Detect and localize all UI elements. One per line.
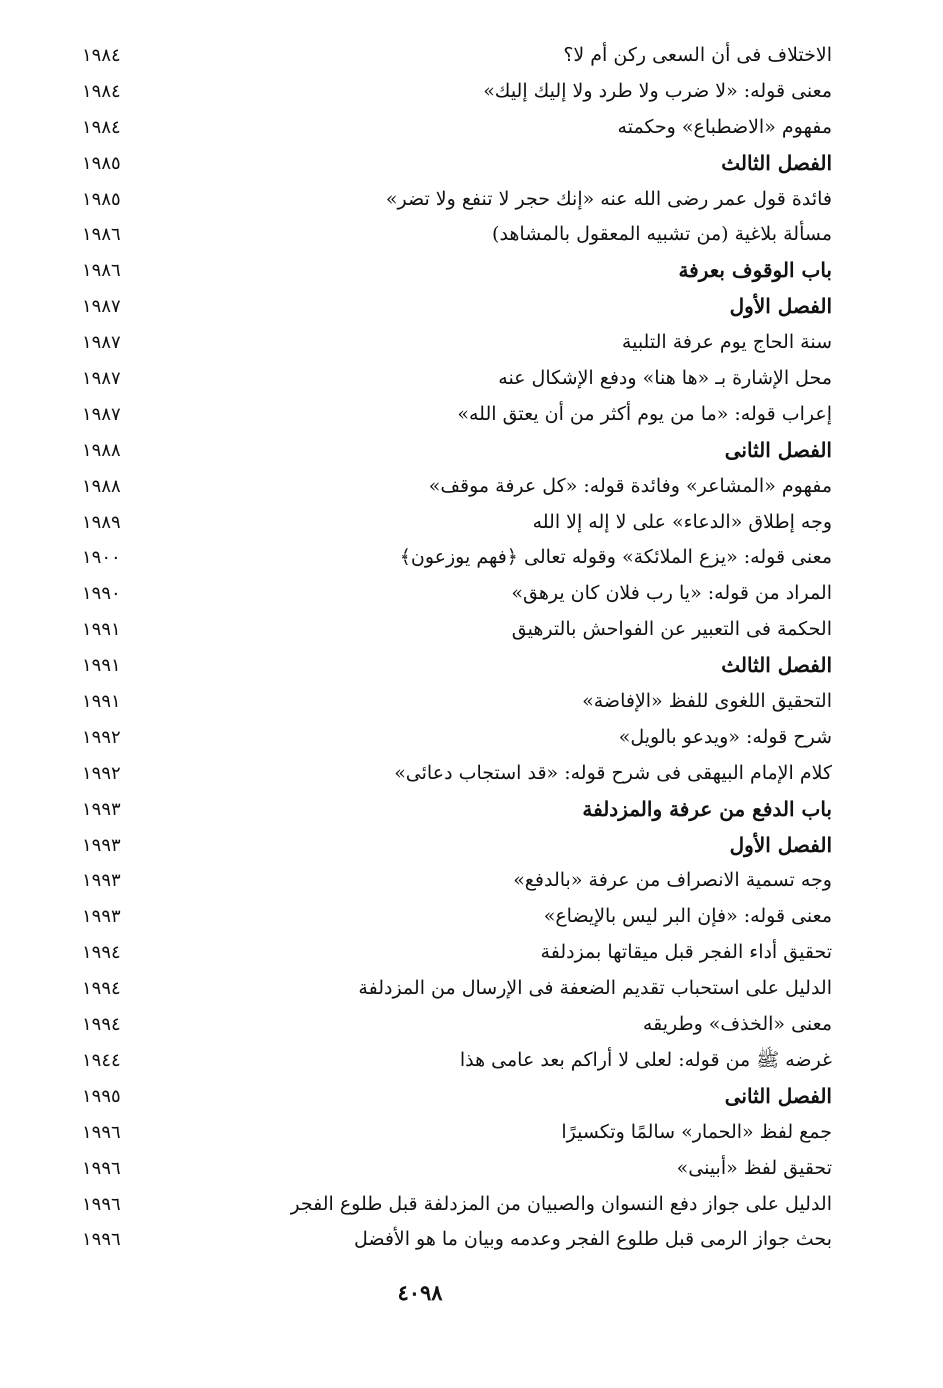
toc-entry-title: مفهوم «الاضطباع» وحكمته <box>617 115 832 138</box>
toc-entry-page-number: ١٩٠٠ <box>82 547 121 569</box>
toc-entry-row <box>82 217 832 253</box>
toc-entry-page-number: ١٩٩٠ <box>82 583 121 605</box>
toc-heading-row <box>82 792 832 828</box>
toc-entry-row <box>82 935 832 971</box>
page-number: ٤٠٩٨ <box>397 1280 443 1305</box>
toc-entry-page-number: ١٩٨٧ <box>82 403 121 425</box>
toc-entry-title: سنة الحاج يوم عرفة التلبية <box>621 331 832 354</box>
toc-entry-page-number: ١٩٩٦ <box>82 1157 121 1179</box>
toc-entry-title: التحقيق اللغوى للفظ «الإفاضة» <box>582 690 832 713</box>
toc-entry-title: معنى «الخذف» وطريقه <box>642 1013 832 1036</box>
toc-entry-page-number: ١٩٩٤ <box>82 1014 121 1036</box>
toc-entry-row <box>82 1151 832 1187</box>
toc-entry-title: الدليل على جواز دفع النسوان والصبيان من المزدلفة قبل طلوع الفجر <box>290 1192 832 1215</box>
toc-entry-title: معنى قوله: «فإن البر ليس بالإيضاع» <box>543 905 832 928</box>
toc-entry-page-number: ١٩٨٥ <box>82 188 121 210</box>
toc-entry-title: الفصل الأول <box>729 832 832 857</box>
toc-entry-title: تحقيق أداء الفجر قبل ميقاتها بمزدلفة <box>540 941 832 964</box>
toc-entry-title: بحث جواز الرمى قبل طلوع الفجر وعدمه وبيان ما هو الأفضل <box>353 1228 832 1251</box>
toc-heading-row <box>82 828 832 864</box>
toc-entry-page-number: ١٩٨٥ <box>82 152 121 174</box>
toc-entry-row <box>82 469 832 505</box>
toc-entry-title: جمع لفظ «الحمار» سالمًا وتكسيرًا <box>561 1120 832 1143</box>
toc-entry-title: باب الوقوف بعرفة <box>678 258 832 283</box>
toc-entry-row <box>82 1222 832 1258</box>
toc-entry-row <box>82 576 832 612</box>
toc-entry-row <box>82 74 832 110</box>
toc-entry-title: الفصل الثانى <box>724 437 832 462</box>
table-of-contents <box>82 38 832 1258</box>
toc-entry-row <box>82 612 832 648</box>
toc-entry-page-number: ١٩٩٦ <box>82 1193 121 1215</box>
toc-entry-page-number: ١٩٩٤ <box>82 978 121 1000</box>
toc-entry-page-number: ١٩٨٩ <box>82 511 121 533</box>
toc-entry-page-number: ١٩٨٧ <box>82 332 121 354</box>
toc-entry-page-number: ١٩٨٧ <box>82 368 121 390</box>
toc-entry-title: معنى قوله: «لا ضرب ولا طرد ولا إليك إليك» <box>483 79 832 102</box>
toc-entry-title: شرح قوله: «ويدعو بالويل» <box>618 725 832 748</box>
toc-entry-row <box>82 863 832 899</box>
toc-heading-row <box>82 146 832 182</box>
toc-entry-title: فائدة قول عمر رضى الله عنه «إنك حجر لا تنفع ولا تضر» <box>385 187 832 210</box>
toc-entry-row <box>82 971 832 1007</box>
toc-entry-title: المراد من قوله: «يا رب فلان كان يرهق» <box>511 582 832 605</box>
toc-entry-title: كلام الإمام البيهقى فى شرح قوله: «قد استجاب دعائى» <box>394 761 832 784</box>
toc-entry-row <box>82 540 832 576</box>
toc-entry-page-number: ١٩٩٢ <box>82 726 121 748</box>
toc-entry-title: باب الدفع من عرفة والمزدلفة <box>582 796 832 821</box>
toc-entry-page-number: ١٩٨٤ <box>82 45 121 66</box>
toc-entry-row <box>82 361 832 397</box>
toc-entry-title: محل الإشارة بـ «ها هنا» ودفع الإشكال عنه <box>498 367 832 390</box>
toc-entry-row <box>82 1043 832 1079</box>
toc-entry-page-number: ١٩٨٤ <box>82 116 121 138</box>
toc-entry-row <box>82 182 832 218</box>
toc-entry-title: الفصل الأول <box>729 294 832 319</box>
toc-entry-page-number: ١٩٩٣ <box>82 906 121 928</box>
toc-entry-page-number: ١٩٩٣ <box>82 834 121 856</box>
toc-entry-row <box>82 38 832 74</box>
toc-heading-row <box>82 648 832 684</box>
toc-entry-title: وجه تسمية الانصراف من عرفة «بالدفع» <box>513 869 832 892</box>
toc-entry-row <box>82 1115 832 1151</box>
toc-entry-page-number: ١٩٨٦ <box>82 224 121 246</box>
toc-entry-page-number: ١٩٨٨ <box>82 475 121 497</box>
toc-entry-title: معنى قوله: «يزع الملائكة» وقوله تعالى ﴿فهم يوزعون﴾ <box>399 546 832 569</box>
toc-entry-page-number: ١٩٨٦ <box>82 260 121 282</box>
toc-entry-page-number: ١٩٩٥ <box>82 1085 121 1107</box>
toc-entry-row <box>82 397 832 433</box>
toc-entry-title: مفهوم «المشاعر» وفائدة قوله: «كل عرفة موقف» <box>428 474 832 497</box>
toc-entry-row <box>82 1007 832 1043</box>
toc-entry-page-number: ١٩٩٦ <box>82 1229 121 1251</box>
toc-entry-row <box>82 720 832 756</box>
toc-entry-page-number: ١٩٨٧ <box>82 296 121 318</box>
toc-entry-row <box>82 899 832 935</box>
toc-entry-page-number: ١٩٩٢ <box>82 762 121 784</box>
toc-entry-row <box>82 1187 832 1223</box>
toc-entry-page-number: ١٩٤٤ <box>82 1049 121 1071</box>
toc-entry-page-number: ١٩٨٤ <box>82 80 121 102</box>
toc-entry-row <box>82 756 832 792</box>
toc-entry-row <box>82 684 832 720</box>
toc-heading-row <box>82 289 832 325</box>
toc-entry-title: الدليل على استحباب تقديم الضعفة فى الإرسال من المزدلفة <box>358 977 832 1000</box>
toc-entry-row <box>82 505 832 541</box>
toc-entry-page-number: ١٩٨٨ <box>82 439 121 461</box>
toc-entry-page-number: ١٩٩١ <box>82 655 121 677</box>
toc-entry-title: الفصل الثانى <box>724 1083 832 1108</box>
toc-entry-title: الفصل الثالث <box>721 653 832 678</box>
toc-entry-row <box>82 110 832 146</box>
toc-entry-title: تحقيق لفظ «أبينى» <box>676 1156 832 1179</box>
toc-entry-page-number: ١٩٩١ <box>82 619 121 641</box>
toc-entry-title: غرضه ﷺ من قوله: لعلى لا أراكم بعد عامى هذا <box>459 1048 832 1071</box>
toc-entry-title: الحكمة فى التعبير عن الفواحش بالترهيق <box>511 618 832 641</box>
toc-entry-page-number: ١٩٩٤ <box>82 942 121 964</box>
toc-heading-row <box>82 433 832 469</box>
toc-entry-page-number: ١٩٩٣ <box>82 870 121 892</box>
toc-heading-row <box>82 1079 832 1115</box>
toc-entry-title: مسألة بلاغية (من تشبيه المعقول بالمشاهد) <box>492 223 832 246</box>
toc-heading-row <box>82 253 832 289</box>
toc-entry-title: الفصل الثالث <box>721 150 832 175</box>
toc-entry-row <box>82 325 832 361</box>
toc-entry-page-number: ١٩٩١ <box>82 691 121 713</box>
toc-entry-page-number: ١٩٩٦ <box>82 1121 121 1143</box>
toc-entry-title: الاختلاف فى أن السعى ركن أم لا؟ <box>563 44 832 66</box>
toc-entry-title: إعراب قوله: «ما من يوم أكثر من أن يعتق الله» <box>457 402 832 425</box>
toc-entry-title: وجه إطلاق «الدعاء» على لا إله إلا الله <box>532 510 832 533</box>
toc-entry-page-number: ١٩٩٣ <box>82 798 121 820</box>
